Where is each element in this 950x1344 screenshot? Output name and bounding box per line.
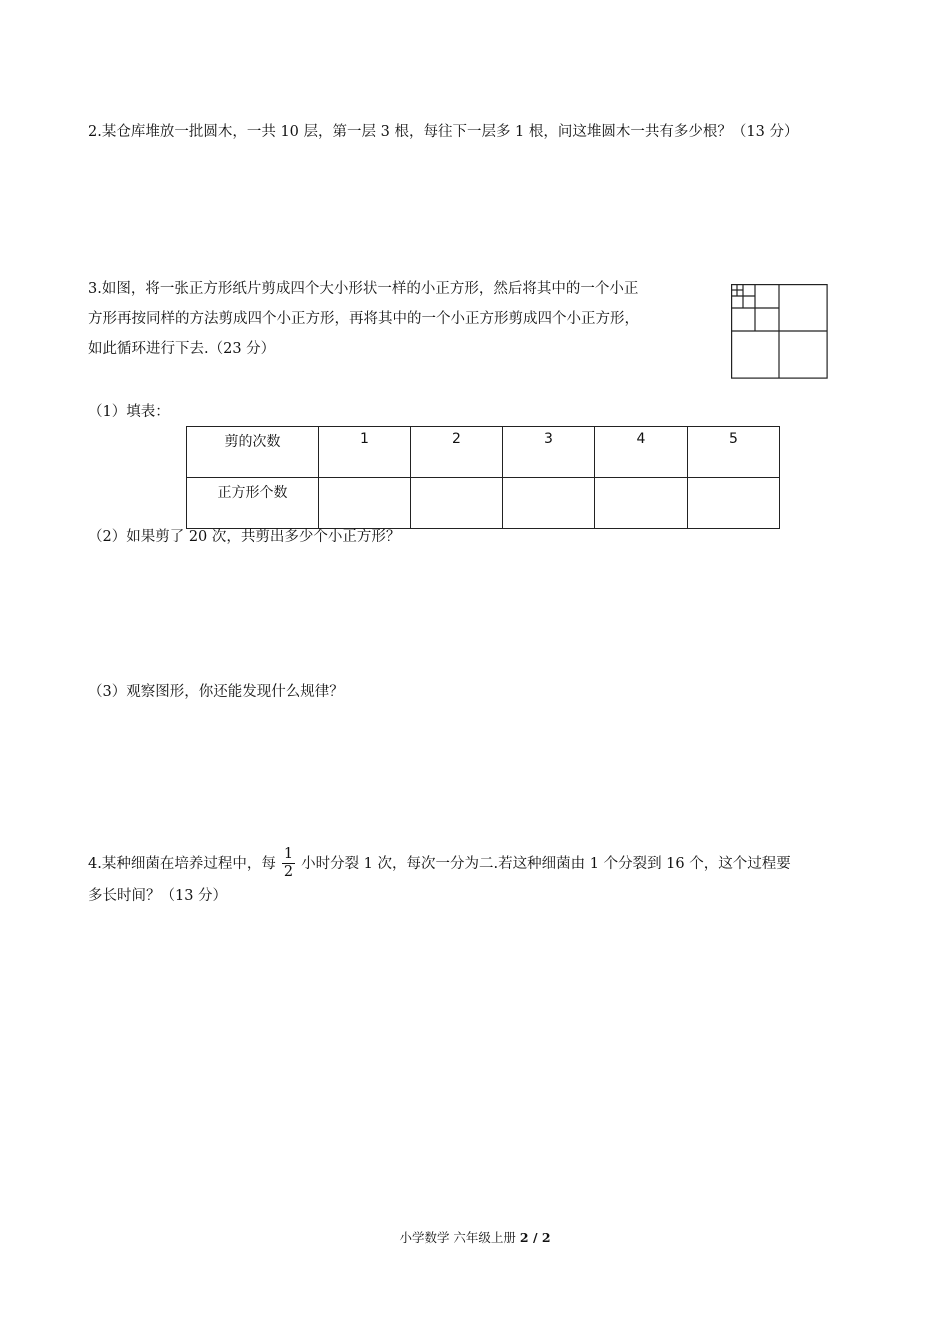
footer-text: 小学数学 六年级上册 bbox=[399, 1230, 520, 1245]
question-3-line-2: 方形再按同样的方法剪成四个小正方形，再将其中的一个小正方形剪成四个小正方形， bbox=[88, 311, 639, 327]
fraction-numerator: 1 bbox=[283, 846, 294, 862]
question-4-line-2: 多长时间？（13 分） bbox=[88, 888, 228, 904]
table-col-header: 1 bbox=[319, 427, 411, 478]
table-col-header: 3 bbox=[503, 427, 595, 478]
answer-cell[interactable] bbox=[688, 478, 780, 529]
question-3-part-3: （3）观察图形，你还能发现什么规律？ bbox=[88, 684, 344, 700]
table-row bbox=[187, 427, 780, 478]
table-row bbox=[187, 478, 780, 529]
answer-cell[interactable] bbox=[503, 478, 595, 529]
table-col-header: 4 bbox=[595, 427, 688, 478]
table-header-cuts: 剪的次数 bbox=[187, 427, 319, 478]
question-4-line-1 bbox=[88, 846, 791, 881]
table-col-header: 2 bbox=[411, 427, 503, 478]
answer-cell[interactable] bbox=[319, 478, 411, 529]
question-3-line-1: 3.如图，将一张正方形纸片剪成四个大小形状一样的小正方形，然后将其中的一个小正 bbox=[88, 281, 639, 297]
table-col-header: 5 bbox=[688, 427, 780, 478]
question-2: 2.某仓库堆放一批圆木，一共 10 层，第一层 3 根，每往下一层多 1 根，问这堆圆木一共有多少根？（13 分） bbox=[88, 124, 799, 140]
question-4-text-before: 4.某种细菌在培养过程中，每 bbox=[88, 855, 276, 872]
square-division-figure bbox=[731, 284, 828, 379]
fraction-one-half bbox=[282, 846, 295, 881]
page-number: 2 / 2 bbox=[519, 1230, 551, 1245]
question-3-part-1: （1）填表： bbox=[88, 404, 170, 420]
answer-cell[interactable] bbox=[411, 478, 503, 529]
fill-in-table bbox=[186, 426, 780, 529]
fraction-denominator: 2 bbox=[283, 864, 294, 880]
question-4-text-after: 小时分裂 1 次，每次一分为二.若这种细菌由 1 个分裂到 16 个，这个过程要 bbox=[301, 855, 791, 872]
question-3-part-2: （2）如果剪了 20 次，共剪出多少个小正方形？ bbox=[88, 529, 401, 545]
question-3-line-3: 如此循环进行下去.（23 分） bbox=[88, 341, 276, 357]
table-header-square-count: 正方形个数 bbox=[187, 478, 319, 529]
answer-cell[interactable] bbox=[595, 478, 688, 529]
page-footer bbox=[0, 1228, 950, 1246]
